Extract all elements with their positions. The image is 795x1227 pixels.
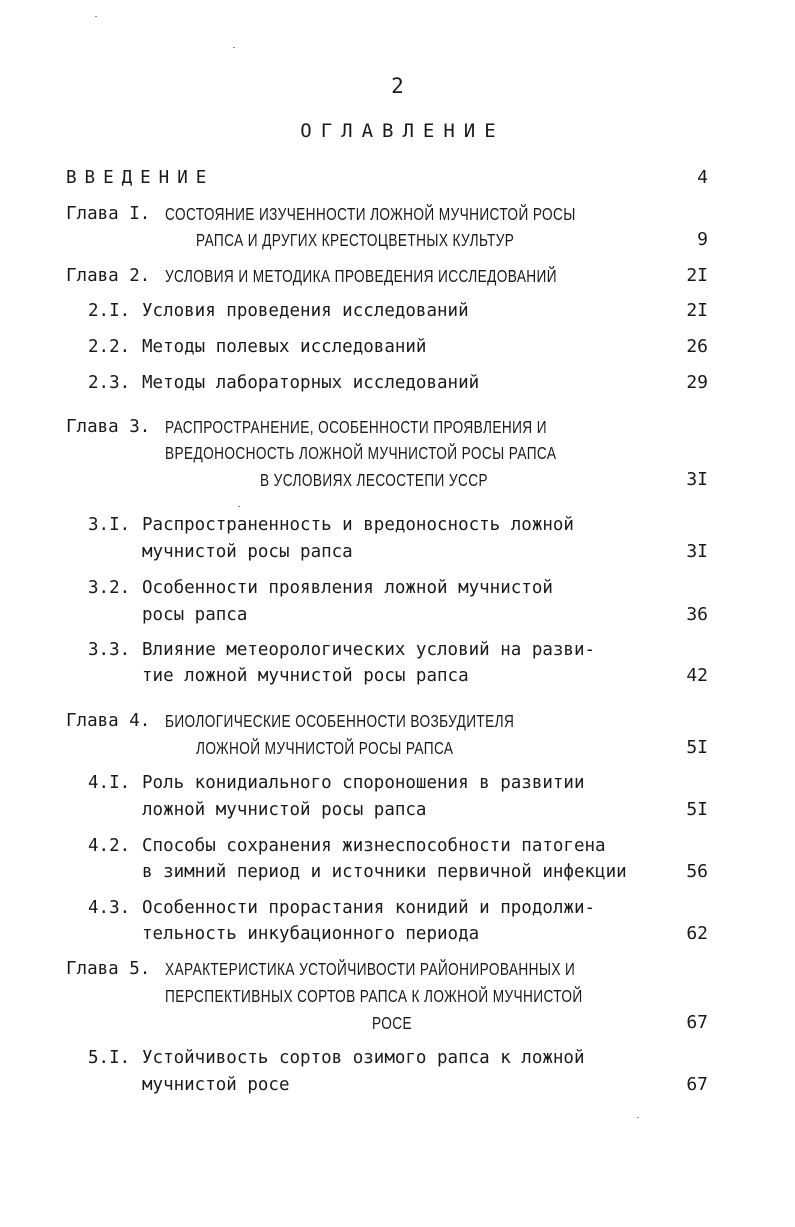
toc-section-4-3-number: 4.3. (88, 898, 131, 918)
toc-section-2-1-title: Условия проведения исследований (142, 301, 469, 321)
scan-speck (233, 47, 235, 48)
toc-chapter-2-title: УСЛОВИЯ И МЕТОДИКА ПРОВЕДЕНИЯ ИССЛЕДОВАНИЙ (165, 266, 557, 286)
toc-chapter-5-number: Глава 5. (66, 959, 151, 979)
toc-section-3-2-title-line-1: Особенности проявления ложной мучнистой (142, 578, 553, 598)
toc-section-4-2-page: 56 (686, 861, 708, 882)
toc-section-3-3-title-line-1: Влияние метеорологических условий на разви- (142, 640, 596, 660)
toc-chapter-1-title-line-2: РАПСА И ДРУГИХ КРЕСТОЦВЕТНЫХ КУЛЬТУР (196, 230, 515, 250)
toc-section-4-1-page: 5I (686, 799, 708, 820)
toc-chapter-4-title-line-1: БИОЛОГИЧЕСКИЕ ОСОБЕННОСТИ ВОЗБУДИТЕЛЯ (165, 711, 515, 731)
toc-section-3-1-title-line-1: Распространенность и вредоносность ложной (142, 515, 574, 535)
toc-entry-introduction: ВВЕДЕНИЕ (66, 168, 215, 188)
toc-section-4-2-number: 4.2. (88, 836, 131, 856)
toc-section-5-1-number: 5.I. (88, 1048, 131, 1068)
toc-chapter-3-title-line-1: РАСПРОСТРАНЕНИЕ, ОСОБЕННОСТИ ПРОЯВЛЕНИЯ И (165, 417, 547, 437)
toc-section-5-1-title-line-2: мучнистой росе (142, 1075, 290, 1095)
toc-section-4-3-page: 62 (686, 923, 708, 944)
toc-section-4-2-title-line-2: в зимний период и источники первичной инфекции (142, 862, 627, 882)
toc-section-4-1-number: 4.I. (88, 773, 131, 793)
toc-section-2-1-number: 2.I. (88, 301, 131, 321)
toc-section-2-1-page: 2I (686, 300, 708, 321)
toc-section-3-3-title-line-2: тие ложной мучнистой росы рапса (142, 666, 469, 686)
toc-section-3-1-number: 3.I. (88, 515, 131, 535)
toc-section-2-2-number: 2.2. (88, 337, 131, 357)
toc-page-introduction: 4 (697, 167, 708, 188)
toc-section-2-3-page: 29 (686, 372, 708, 393)
toc-section-3-1-page: 3I (686, 541, 708, 562)
scan-speck (637, 1117, 639, 1118)
toc-chapter-4-number: Глава 4. (66, 711, 151, 731)
scan-speck (238, 506, 240, 507)
toc-chapter-2-number: Глава 2. (66, 266, 151, 286)
toc-chapter-5-page: 67 (686, 1012, 708, 1033)
toc-chapter-2-page: 2I (686, 265, 708, 286)
toc-section-4-3-title-line-2: тельность инкубационного периода (142, 924, 480, 944)
toc-section-2-3-number: 2.3. (88, 373, 131, 393)
toc-section-4-1-title-line-2: ложной мучнистой росы рапса (142, 800, 427, 820)
toc-section-3-1-title-line-2: мучнистой росы рапса (142, 542, 353, 562)
toc-section-5-1-page: 67 (686, 1074, 708, 1095)
toc-chapter-5-title-line-1: ХАРАКТЕРИСТИКА УСТОЙЧИВОСТИ РАЙОНИРОВАННЫХ И (165, 959, 576, 979)
toc-section-3-2-page: 36 (686, 604, 708, 625)
toc-section-2-3-title: Методы лабораторных исследований (142, 373, 480, 393)
toc-section-4-1-title-line-1: Роль конидиального спороношения в развитии (142, 773, 585, 793)
toc-section-4-3-title-line-1: Особенности прорастания конидий и продолжи- (142, 898, 596, 918)
toc-section-3-3-page: 42 (686, 665, 708, 686)
toc-section-2-2-title: Методы полевых исследований (142, 337, 427, 357)
toc-chapter-1-title-line-1: СОСТОЯНИЕ ИЗУЧЕННОСТИ ЛОЖНОЙ МУЧНИСТОЙ РОСЫ (165, 204, 576, 224)
toc-chapter-3-title-line-2: ВРЕДОНОСНОСТЬ ЛОЖНОЙ МУЧНИСТОЙ РОСЫ РАПСА (165, 443, 557, 463)
toc-section-3-2-title-line-2: росы рапса (142, 605, 248, 625)
toc-chapter-3-number: Глава 3. (66, 417, 151, 437)
toc-section-5-1-title-line-1: Устойчивость сортов озимого рапса к ложной (142, 1048, 585, 1068)
toc-chapter-3-page: 3I (686, 469, 708, 490)
toc-section-3-2-number: 3.2. (88, 578, 131, 598)
toc-section-2-2-page: 26 (686, 336, 708, 357)
scan-speck (95, 16, 97, 17)
toc-chapter-5-title-line-2: ПЕРСПЕКТИВНЫХ СОРТОВ РАПСА К ЛОЖНОЙ МУЧНИСТОЙ (165, 986, 583, 1006)
toc-chapter-1-page: 9 (697, 229, 708, 250)
toc-chapter-5-title-line-3: РОСЕ (372, 1013, 412, 1033)
toc-chapter-3-title-line-3: В УСЛОВИЯХ ЛЕСОСТЕПИ УССР (260, 470, 488, 490)
toc-section-3-3-number: 3.3. (88, 640, 131, 660)
page-title: ОГЛАВЛЕНИЕ (300, 120, 505, 142)
toc-chapter-4-page: 5I (686, 737, 708, 758)
toc-chapter-1-number: Глава I. (66, 204, 151, 224)
page-number: 2 (391, 74, 404, 98)
toc-chapter-4-title-line-2: ЛОЖНОЙ МУЧНИСТОЙ РОСЫ РАПСА (196, 738, 454, 758)
toc-section-4-2-title-line-1: Способы сохранения жизнеспособности патогена (142, 836, 606, 856)
